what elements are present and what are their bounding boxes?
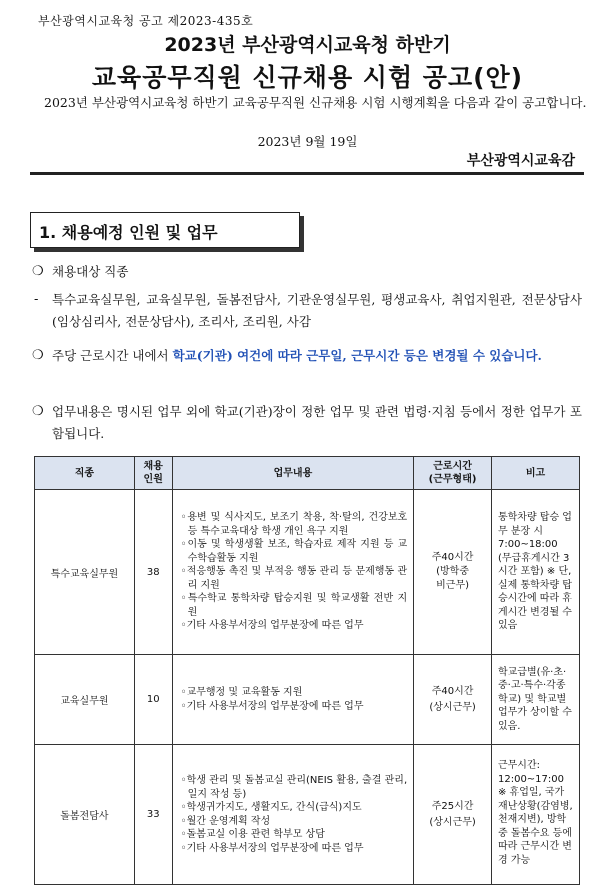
duty-item: ◦용변 및 식사지도, 보조기 착용, 착·탈의, 건강보호 등 특수교육대상 학생 개인 욕구 지원 bbox=[180, 512, 408, 537]
note-cell: 통학차량 탑승 업무 분장 시 7:00~18:00 (무급휴게시간 3시간 포함) ※ 단, 실제 통학차량 탑승시간에 따라 휴게시간 변경될 수 있음 bbox=[491, 490, 579, 655]
duty-item: ◦학생 관리 및 돌봄교실 관리(NEIS 활용, 출결 관리, 일지 작성 등) bbox=[180, 775, 408, 800]
duties-cell bbox=[172, 745, 413, 885]
count-cell: 38 bbox=[134, 490, 172, 655]
duty-item: ◦기타 사용부서장의 업무분장에 따른 업무 bbox=[180, 620, 364, 632]
col-header-count-line2: 인원 bbox=[143, 474, 163, 485]
duty-item: ◦이동 및 학생생활 보조, 학습자료 제작 지원 등 교수학습활동 지원 bbox=[180, 539, 408, 564]
duty-item: ◦기타 사용부서장의 업무분장에 따른 업무 bbox=[180, 700, 364, 712]
note-cell: 근무시간: 12:00~17:00 ※ 휴업일, 국가재난상황(감염병, 천재지변), 방학 중 돌봄수요 등에 따라 근무시간 변경 가능 bbox=[491, 745, 579, 885]
table-row bbox=[35, 490, 580, 655]
job-cell: 특수교육실무원 bbox=[35, 490, 135, 655]
hours-line1: 주40시간 bbox=[431, 685, 474, 697]
col-header-count-line1: 채용 bbox=[143, 461, 163, 472]
hours-line2: (상시근무) bbox=[429, 701, 476, 713]
page-title: 교육공무직원 신규채용 시험 공고(안) bbox=[91, 63, 524, 92]
duty-item: ◦기타 사용부서장의 업무분장에 따른 업무 bbox=[180, 842, 364, 854]
col-header-duties: 업무내용 bbox=[172, 457, 413, 490]
notice-number: 부산광역시교육청 공고 제2023-435호 bbox=[38, 14, 254, 28]
section-heading-box bbox=[30, 212, 300, 248]
duty-item: ◦월간 운영계획 작성 bbox=[180, 815, 271, 827]
note-cell: 학교급별(유·초·중·고·특수·각종학교) 및 학교별 업무가 상이할 수 있음. bbox=[491, 655, 579, 745]
work-hours-highlight: 학교(기관) 여건에 따라 근무일, 근무시간 등은 변경될 수 있습니다. bbox=[172, 348, 542, 363]
hours-cell bbox=[414, 490, 492, 655]
hours-cell bbox=[414, 745, 492, 885]
work-hours-prefix: 주당 근로시간 내에서 bbox=[52, 348, 173, 363]
hours-line3: 비근무) bbox=[436, 580, 470, 591]
duties-cell bbox=[172, 655, 413, 745]
col-header-job: 직종 bbox=[35, 457, 135, 490]
bullet-icon: ❍ bbox=[32, 404, 44, 419]
duty-item: ◦교무행정 및 교육활동 지원 bbox=[180, 687, 303, 698]
count-cell: 33 bbox=[134, 745, 172, 885]
bullet-icon: ❍ bbox=[32, 264, 44, 279]
job-cell: 돌봄전담사 bbox=[35, 745, 135, 885]
hours-line2: (방학중 bbox=[436, 566, 470, 577]
table-row bbox=[35, 655, 580, 745]
table-row bbox=[35, 745, 580, 885]
duty-item: ◦돌봄교실 이용 관련 학부모 상담 bbox=[180, 829, 325, 840]
duties-cell bbox=[172, 490, 413, 655]
job-cell: 교육실무원 bbox=[35, 655, 135, 745]
hours-line2: (상시근무) bbox=[429, 816, 476, 828]
duties-notice: 업무내용은 명시된 업무 외에 학교(기관)장이 정한 업무 및 관련 법령·지침 등에서 정한 업무가 포함됩니다. bbox=[52, 404, 582, 441]
notice-date: 2023년 9월 19일 bbox=[257, 134, 358, 149]
job-types-label: 채용대상 직종 bbox=[52, 264, 129, 279]
col-header-hours-line1: 근로시간 bbox=[433, 461, 472, 472]
intro-text: 2023년 부산광역시교육청 하반기 교육공무직원 신규채용 시험 시행계획을 다음과 같이 공고합니다. bbox=[44, 95, 587, 110]
section-title: 1. 채용예정 인원 및 업무 bbox=[39, 223, 218, 242]
dash-marker: - bbox=[34, 292, 39, 307]
job-types-list: 특수교육실무원, 교육실무원, 돌봄전담사, 기관운영실무원, 평생교육사, 취업지원관, 전문상담사(임상심리사, 전문상담사), 조리사, 조리원, 사감 bbox=[52, 292, 582, 329]
title-line1: 2023년 부산광역시교육청 하반기 bbox=[164, 34, 451, 56]
duty-item: ◦학생귀가지도, 생활지도, 간식(급식)지도 bbox=[180, 802, 362, 813]
table-header-row bbox=[35, 457, 580, 490]
col-header-note: 비고 bbox=[491, 457, 579, 490]
count-cell: 10 bbox=[134, 655, 172, 745]
col-header-count bbox=[134, 457, 172, 490]
hours-line1: 주40시간 bbox=[431, 552, 474, 563]
duty-item: ◦적응행동 촉진 및 부적응 행동 관리 등 문제행동 관리 지원 bbox=[180, 566, 408, 591]
hours-line1: 주25시간 bbox=[431, 800, 474, 812]
duty-item: ◦특수학교 통학차량 탑승지원 및 학교생활 전반 지원 bbox=[180, 593, 408, 618]
col-header-hours-line2: (근무형태) bbox=[428, 474, 477, 485]
issuer: 부산광역시교육감 bbox=[466, 153, 575, 169]
work-hours-notice bbox=[52, 345, 582, 367]
recruitment-table bbox=[34, 456, 580, 885]
header-divider bbox=[30, 172, 584, 175]
bullet-icon: ❍ bbox=[32, 348, 44, 363]
col-header-hours bbox=[414, 457, 492, 490]
hours-cell bbox=[414, 655, 492, 745]
